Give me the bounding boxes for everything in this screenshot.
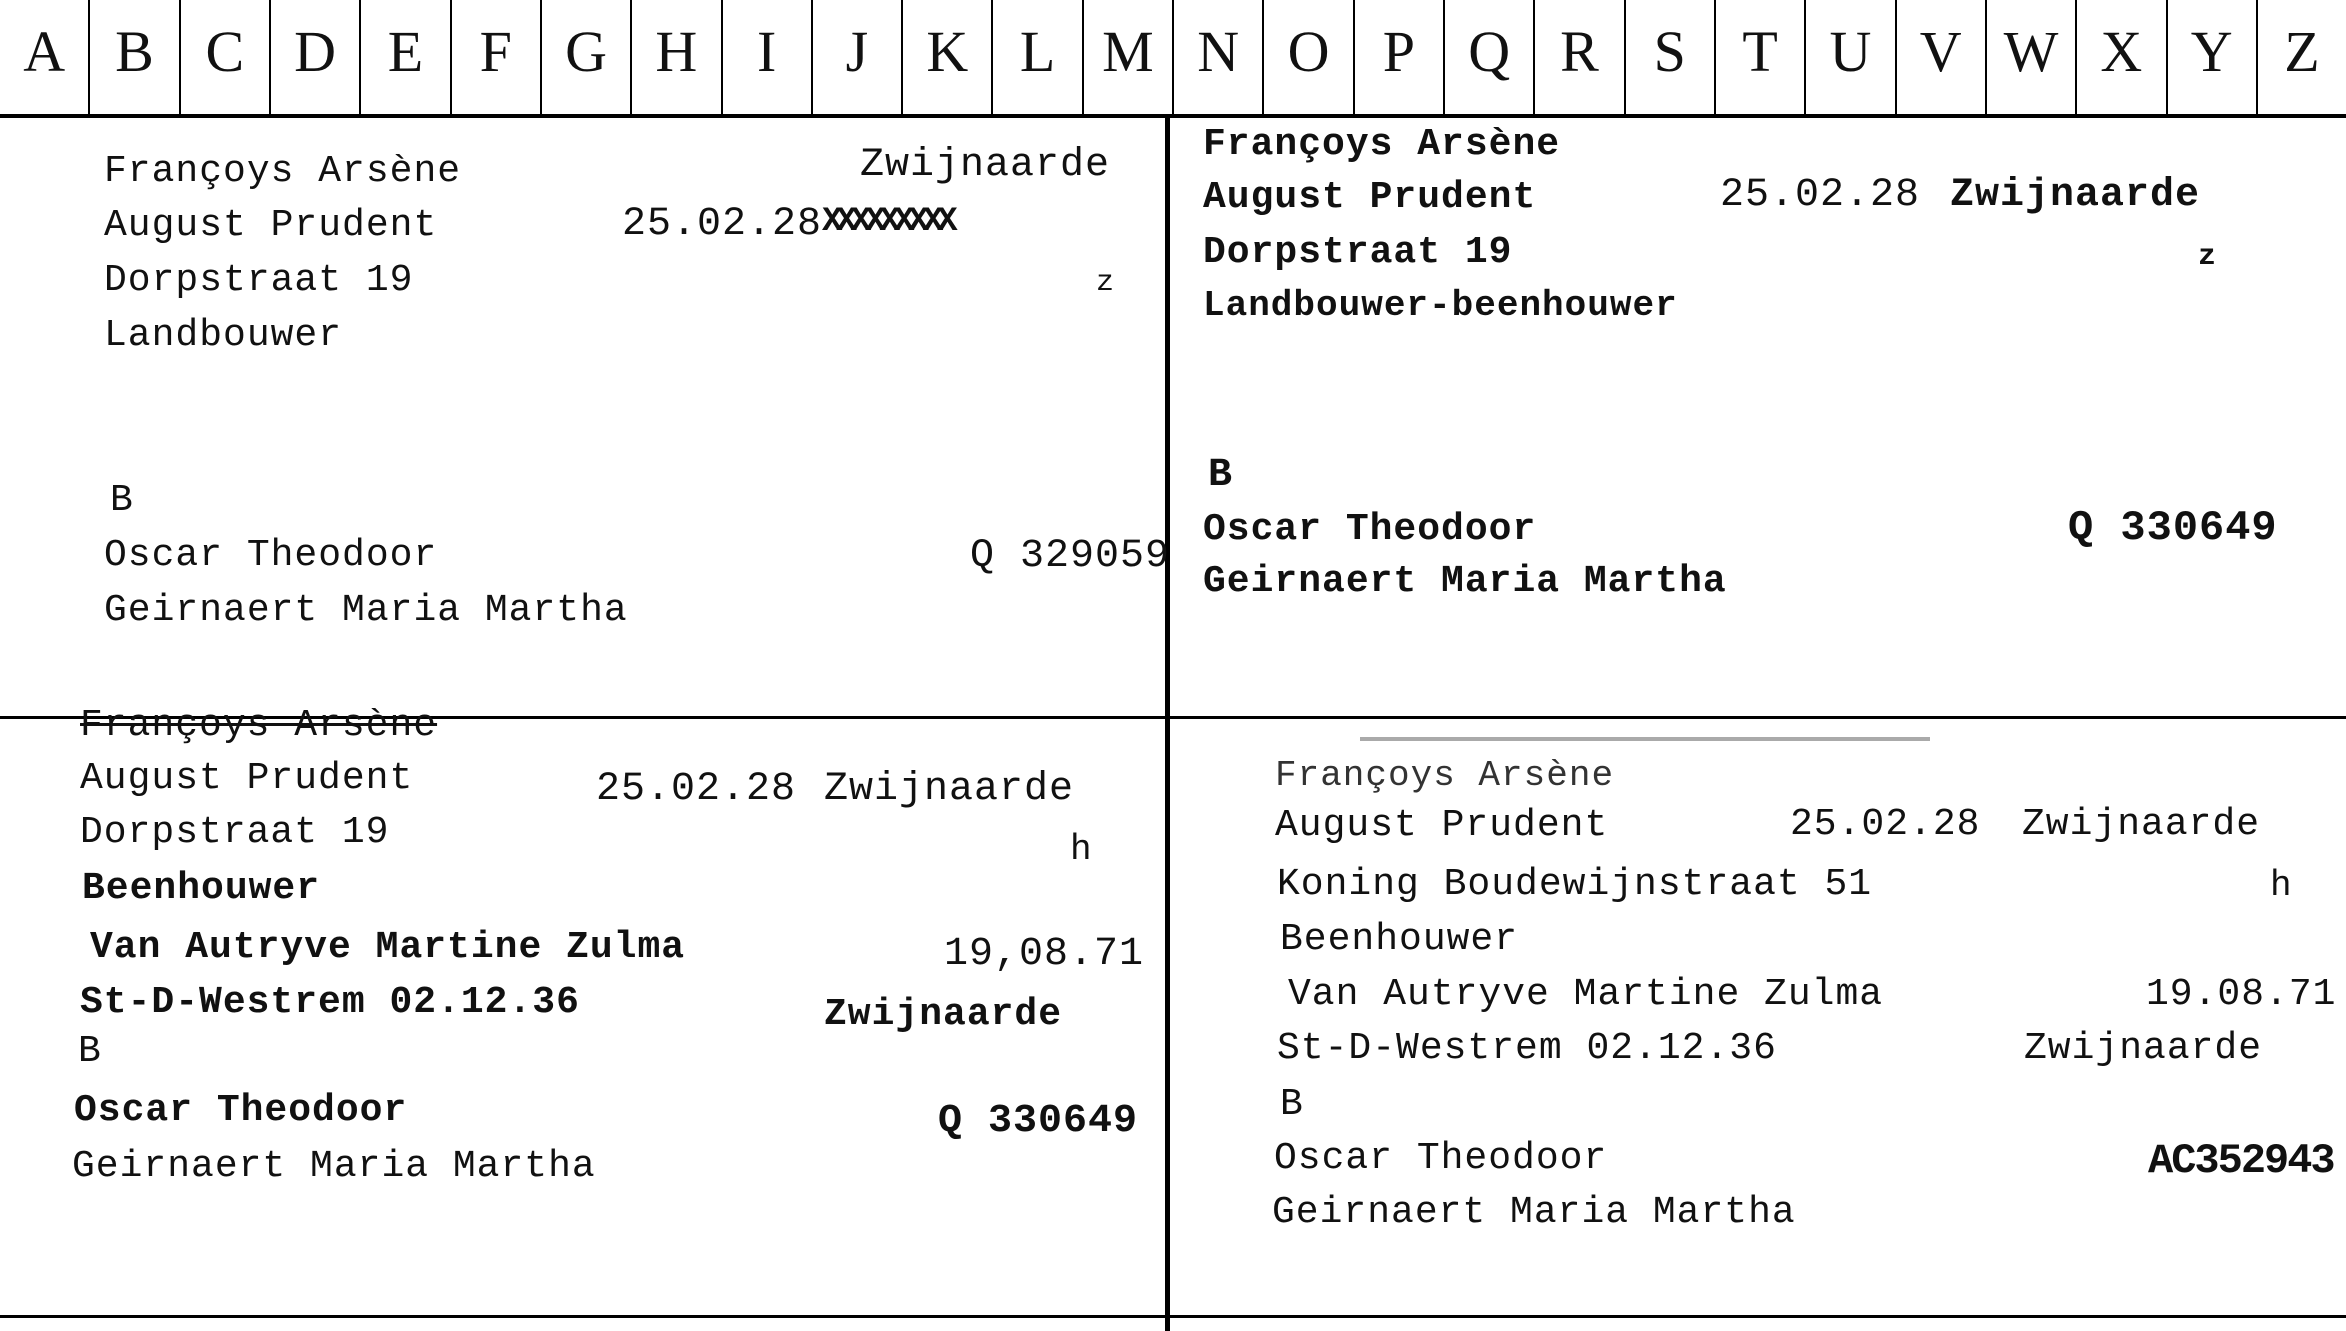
index-letter-g: G <box>542 0 632 114</box>
address: Dorpstraat 19 <box>80 811 390 854</box>
birth-place: Zwijnaarde <box>1950 173 2201 218</box>
marker: z <box>1096 266 1116 300</box>
mother-name: Geirnaert Maria Martha <box>1203 560 1727 603</box>
index-letter-r: R <box>1535 0 1625 114</box>
marriage-date: 19,08.71 <box>944 932 1145 977</box>
occupation: Landbouwer <box>104 314 343 357</box>
birth-place: Zwijnaarde <box>860 143 1111 188</box>
index-letter-t: T <box>1716 0 1806 114</box>
id-number: Q 330649 <box>938 1099 1139 1144</box>
section-letter: B <box>1208 453 1234 498</box>
index-letter-u: U <box>1806 0 1896 114</box>
birth-date: 25.02.28 <box>596 767 797 812</box>
smudge-mark <box>1360 737 1930 741</box>
section-letter: B <box>1280 1083 1304 1126</box>
father-name: Oscar Theodoor <box>1203 508 1537 551</box>
vertical-divider <box>1165 118 1170 1331</box>
occupation: Landbouwer-beenhouwer <box>1203 285 1678 326</box>
father-name: Oscar Theodoor <box>1274 1137 1608 1180</box>
index-letter-i: I <box>723 0 813 114</box>
index-letter-b: B <box>90 0 180 114</box>
spouse-place: Zwijnaarde <box>824 993 1063 1036</box>
index-letter-q: Q <box>1445 0 1535 114</box>
id-number: Q 330649 <box>2068 504 2278 552</box>
address: Koning Boudewijnstraat 51 <box>1277 863 1873 906</box>
birth-date: 25.02.28 <box>1790 803 1981 846</box>
spouse-birth: St-D-Westrem 02.12.36 <box>1277 1027 1777 1070</box>
birth-place: Zwijnaarde <box>824 767 1075 812</box>
alphabet-index-ruler <box>0 0 2346 118</box>
birth-place: Zwijnaarde <box>2022 803 2261 846</box>
occupation: Beenhouwer <box>82 867 321 910</box>
given-names-2: August Prudent <box>104 204 438 247</box>
father-name: Oscar Theodoor <box>104 534 438 577</box>
index-letter-j: J <box>813 0 903 114</box>
father-name: Oscar Theodoor <box>74 1089 408 1132</box>
marker: z <box>2198 240 2218 274</box>
index-letter-y: Y <box>2168 0 2258 114</box>
index-letter-v: V <box>1897 0 1987 114</box>
given-names-1: Françoys Arsène <box>104 150 462 193</box>
index-letter-k: K <box>903 0 993 114</box>
index-letter-m: M <box>1084 0 1174 114</box>
spouse-place: Zwijnaarde <box>2024 1027 2263 1070</box>
struck-out-text: XXXXXXXXX <box>822 203 952 241</box>
spouse-birth: St-D-Westrem 02.12.36 <box>80 981 580 1024</box>
bottom-divider <box>0 1315 2346 1318</box>
birth-date: 25.02.28 <box>1720 173 1921 218</box>
index-letter-n: N <box>1174 0 1264 114</box>
address: Dorpstraat 19 <box>104 259 414 302</box>
section-letter: B <box>110 479 134 522</box>
index-letter-d: D <box>271 0 361 114</box>
given-names-1: Françoys Arsène <box>80 704 438 747</box>
id-number: AC352943 <box>2148 1137 2334 1185</box>
index-letter-x: X <box>2077 0 2167 114</box>
given-names-2: August Prudent <box>80 757 414 800</box>
marker: h <box>2270 865 2293 906</box>
index-letter-z: Z <box>2284 18 2320 84</box>
index-letter-l: L <box>993 0 1083 114</box>
index-letter-o: O <box>1264 0 1354 114</box>
marker: h <box>1070 829 1093 870</box>
mother-name: Geirnaert Maria Martha <box>104 589 628 632</box>
marriage-date: 19.08.71 <box>2146 973 2337 1016</box>
section-letter: B <box>78 1030 102 1073</box>
index-letter-w: W <box>1987 0 2077 114</box>
index-letter-e: E <box>361 0 451 114</box>
given-names-1: Françoys Arsène <box>1203 123 1561 166</box>
spouse-name: Van Autryve Martine Zulma <box>1288 973 1884 1016</box>
occupation: Beenhouwer <box>1280 918 1519 961</box>
index-letter-s: S <box>1626 0 1716 114</box>
index-letter-f: F <box>452 0 542 114</box>
mother-name: Geirnaert Maria Martha <box>1272 1191 1796 1234</box>
id-number: Q 329059 <box>970 534 1171 579</box>
birth-date: 25.02.28 <box>622 202 823 247</box>
index-letter-h: H <box>632 0 722 114</box>
given-names-2: August Prudent <box>1275 804 1609 847</box>
given-names-1: Françoys Arsène <box>1275 755 1615 796</box>
address: Dorpstraat 19 <box>1203 231 1513 274</box>
index-letter-c: C <box>181 0 271 114</box>
index-letter-p: P <box>1355 0 1445 114</box>
spouse-name: Van Autryve Martine Zulma <box>90 926 686 969</box>
index-letter-a: A <box>0 0 90 114</box>
given-names-2: August Prudent <box>1203 176 1537 219</box>
mother-name: Geirnaert Maria Martha <box>72 1145 596 1188</box>
